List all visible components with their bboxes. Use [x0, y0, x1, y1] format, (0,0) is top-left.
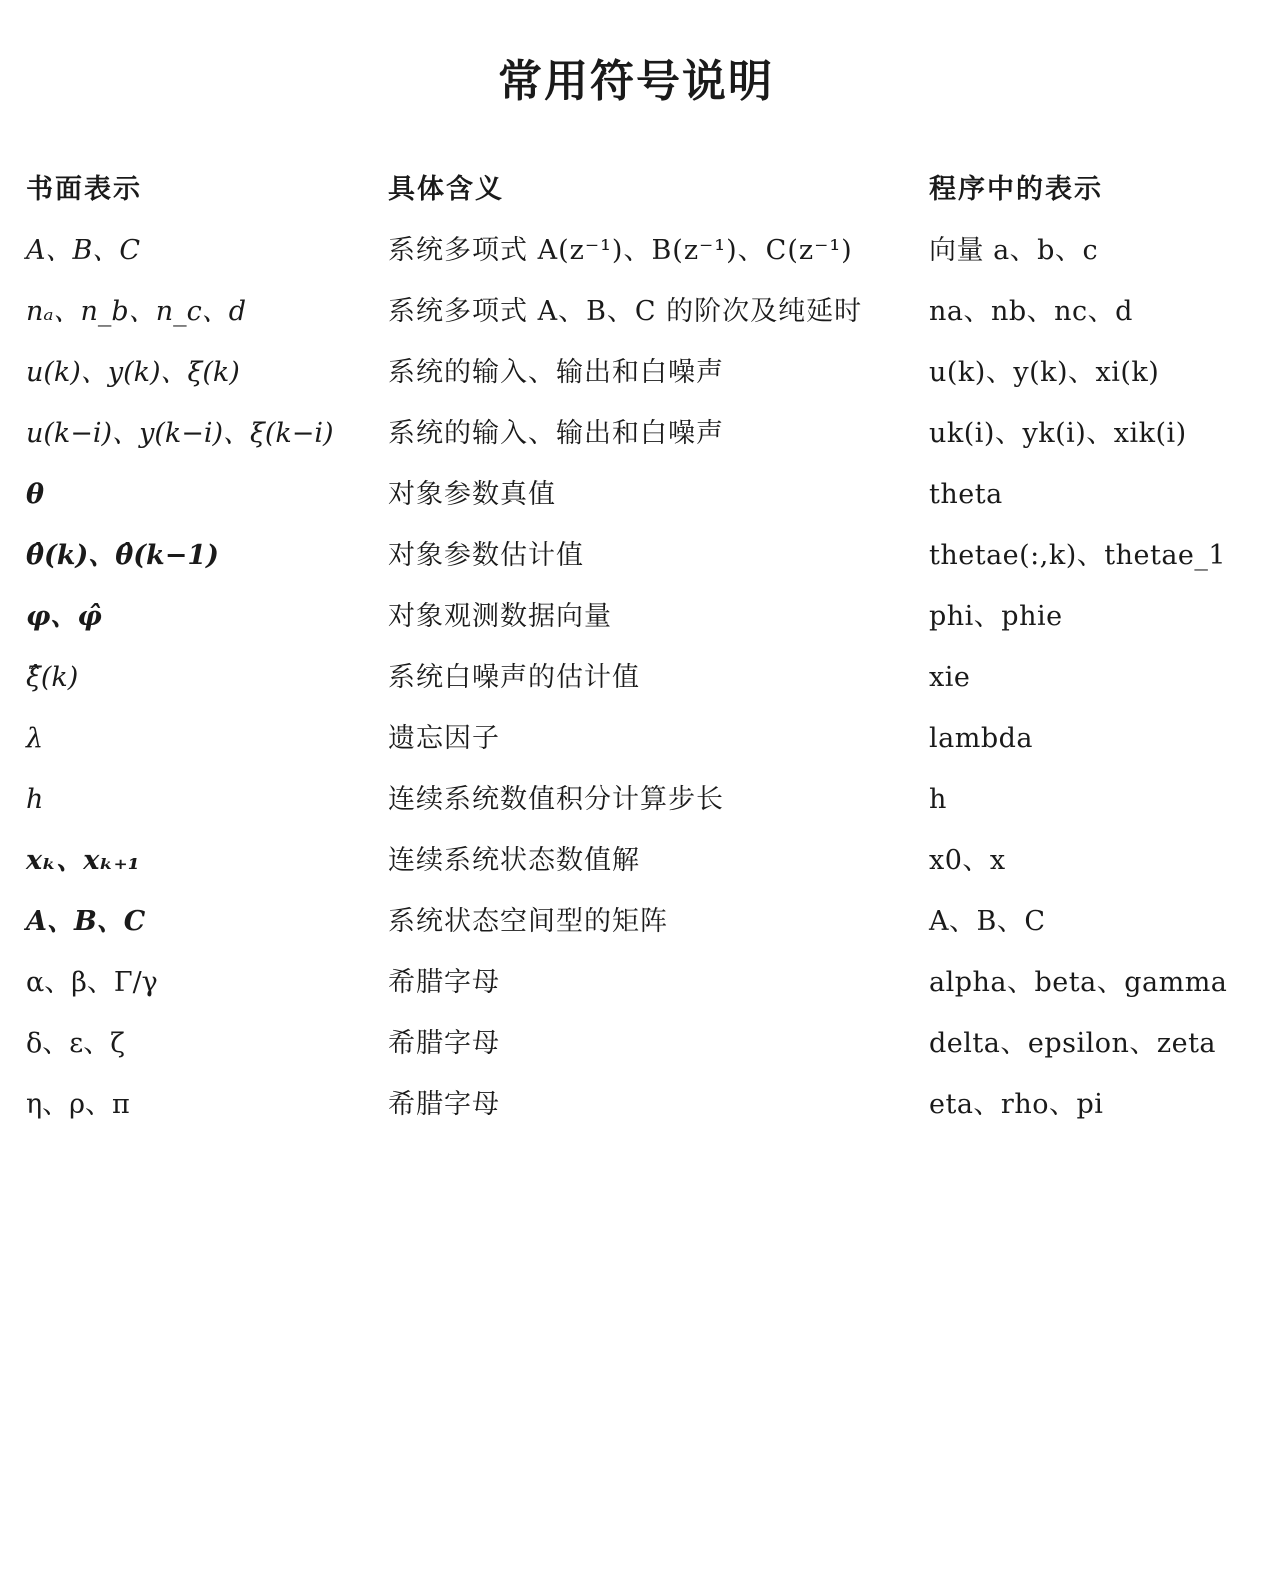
- meaning-cell: 对象观测数据向量: [388, 601, 612, 632]
- meaning-cell: 希腊字母: [388, 967, 500, 998]
- program-cell: uk(i)、yk(i)、xik(i): [929, 418, 1187, 449]
- table-row: [26, 281, 1256, 342]
- table-row: [26, 586, 1256, 647]
- program-cell: phi、phie: [929, 601, 1063, 632]
- table-row: [26, 342, 1256, 403]
- meaning-cell: 希腊字母: [388, 1028, 500, 1059]
- header-notation: 书面表示: [26, 174, 142, 205]
- notation-cell: A、B、C: [26, 235, 140, 266]
- page-title: 常用符号说明: [498, 56, 774, 107]
- table-row: [26, 708, 1256, 769]
- notation-cell: θ̂(k)、θ̂(k−1): [26, 540, 219, 571]
- meaning-cell: 希腊字母: [388, 1089, 500, 1120]
- program-cell: delta、epsilon、zeta: [929, 1028, 1217, 1059]
- meaning-cell: 系统白噪声的估计值: [388, 662, 640, 693]
- table-header: [26, 160, 1256, 220]
- meaning-cell: 系统多项式 A(z⁻¹)、B(z⁻¹)、C(z⁻¹): [388, 235, 853, 266]
- program-cell: thetae(:,k)、thetae_1: [929, 540, 1227, 571]
- meaning-cell: 对象参数真值: [388, 479, 556, 510]
- meaning-cell: 遗忘因子: [388, 723, 500, 754]
- notation-cell: θ: [26, 479, 45, 510]
- header-program: 程序中的表示: [929, 174, 1103, 205]
- notation-cell: α、β、Γ/γ: [26, 967, 158, 998]
- table-row: [26, 525, 1256, 586]
- table-row: [26, 891, 1256, 952]
- program-cell: alpha、beta、gamma: [929, 967, 1228, 998]
- notation-cell: A、B、C: [26, 906, 146, 937]
- program-cell: 向量 a、b、c: [929, 235, 1099, 266]
- program-cell: lambda: [929, 723, 1033, 754]
- meaning-cell: 连续系统数值积分计算步长: [388, 784, 724, 815]
- notation-cell: δ、ε、ζ: [26, 1028, 125, 1059]
- meaning-cell: 系统的输入、输出和白噪声: [388, 418, 724, 449]
- program-cell: h: [929, 784, 947, 815]
- meaning-cell: 对象参数估计值: [388, 540, 584, 571]
- table-row: [26, 952, 1256, 1013]
- table-row: [26, 1074, 1256, 1135]
- notation-cell: ξ̂(k): [26, 662, 79, 693]
- table-row: [26, 830, 1256, 891]
- program-cell: eta、rho、pi: [929, 1089, 1104, 1120]
- table-row: [26, 1013, 1256, 1074]
- notation-cell: h: [26, 784, 44, 815]
- table-row: [26, 647, 1256, 708]
- program-cell: xie: [929, 662, 971, 693]
- meaning-cell: 系统多项式 A、B、C 的阶次及纯延时: [388, 296, 863, 327]
- program-cell: u(k)、y(k)、xi(k): [929, 357, 1160, 388]
- table-row: [26, 769, 1256, 830]
- notation-cell: nₐ、n_b、n_c、d: [26, 296, 246, 327]
- program-cell: theta: [929, 479, 1003, 510]
- meaning-cell: 连续系统状态数值解: [388, 845, 640, 876]
- notation-cell: xₖ、xₖ₊₁: [26, 845, 140, 876]
- program-cell: x0、x: [929, 845, 1006, 876]
- header-meaning: 具体含义: [388, 174, 504, 205]
- notation-cell: φ、φ̂: [26, 601, 102, 632]
- table-row: [26, 403, 1256, 464]
- meaning-cell: 系统状态空间型的矩阵: [388, 906, 668, 937]
- meaning-cell: 系统的输入、输出和白噪声: [388, 357, 724, 388]
- notation-cell: u(k−i)、y(k−i)、ξ(k−i): [26, 418, 334, 449]
- symbol-table: [26, 160, 1256, 1135]
- table-row: [26, 220, 1256, 281]
- notation-cell: η、ρ、π: [26, 1089, 130, 1120]
- table-row: [26, 464, 1256, 525]
- program-cell: A、B、C: [929, 906, 1046, 937]
- notation-cell: λ: [26, 723, 44, 754]
- notation-cell: u(k)、y(k)、ξ(k): [26, 357, 240, 388]
- program-cell: na、nb、nc、d: [929, 296, 1133, 327]
